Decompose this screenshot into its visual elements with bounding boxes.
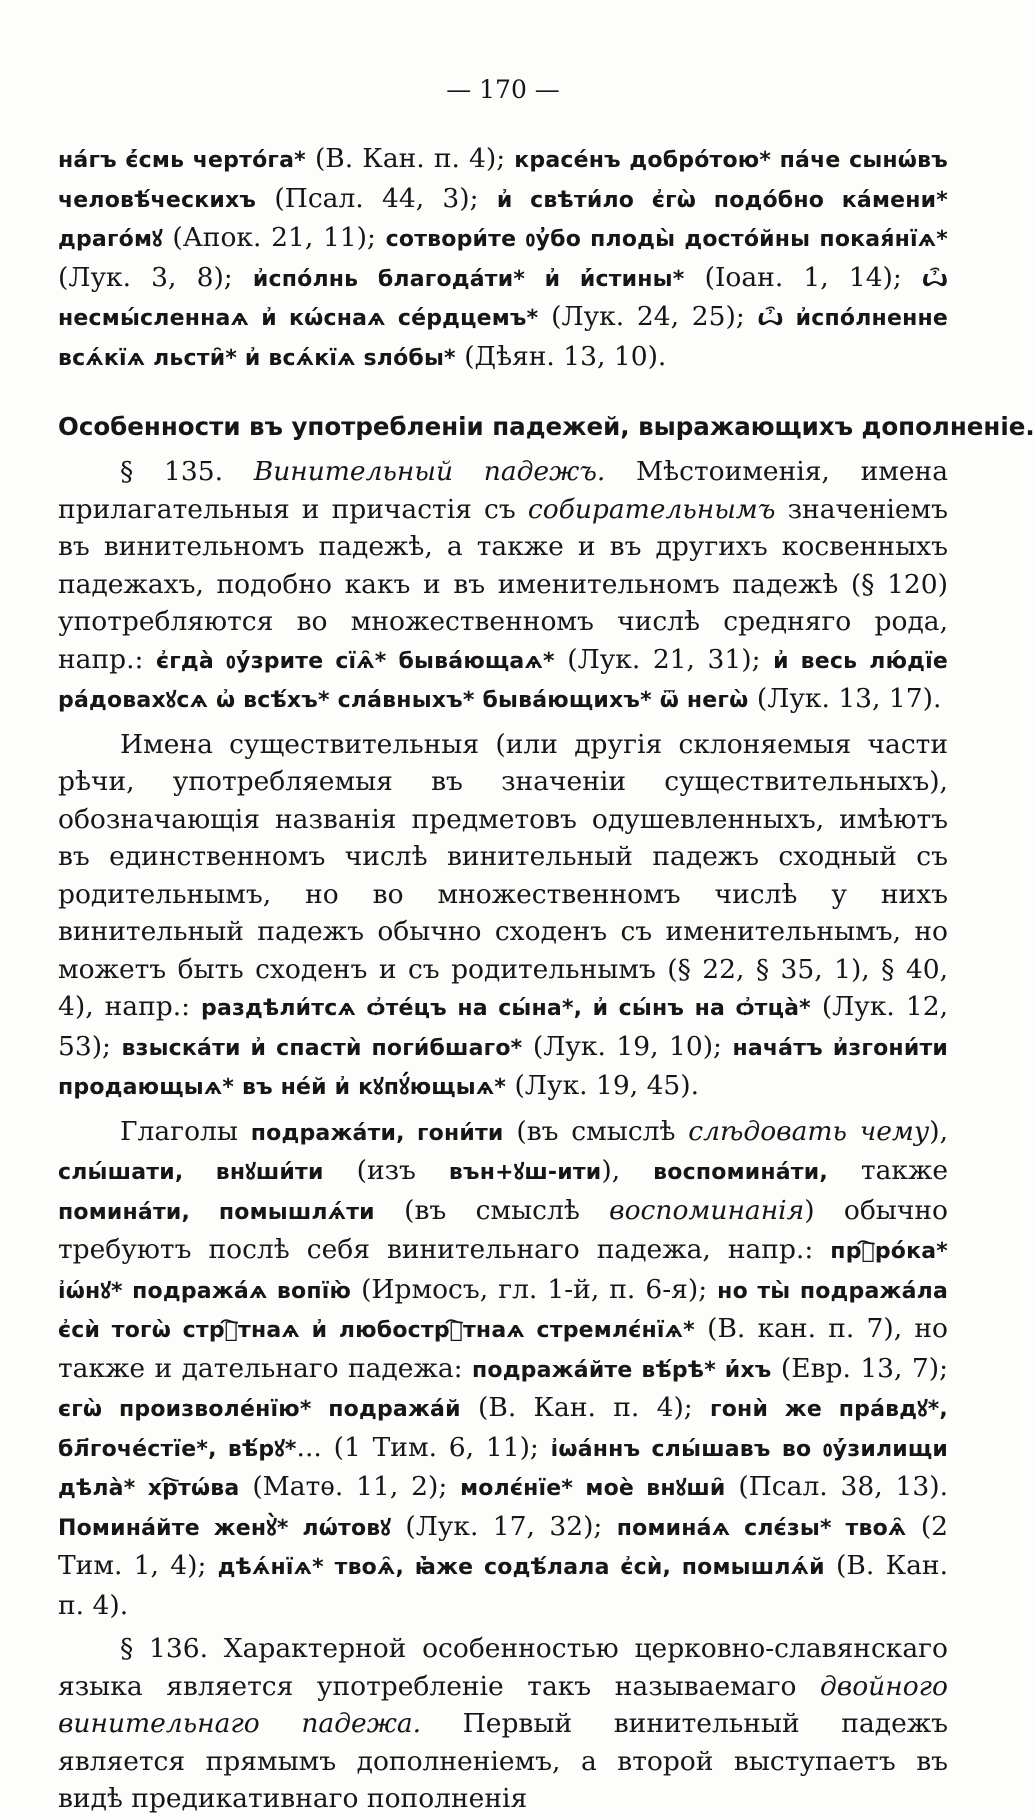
text-run: (Лук. 3, 8); [58,261,253,293]
slavonic-quote: ѽ и҆спóлненне всѧ́кїѧ льсти̑* и҆ всѧ́кїѧ ѕлóбы* [58,306,948,371]
text-run: (Дѣян. 13, 10). [455,340,667,372]
text-run: (В. Кан. п. 4); [305,143,515,174]
text-run: (Лук. 17, 32); [390,1510,617,1542]
slavonic-quote: и҆спóлнь благодáти* и҆ и҆́стины* [252,266,685,292]
text-run: ... (1 Тим. 6, 11); [296,1431,551,1463]
slavonic-quote: слы́шати, внꙋши́ти [58,1160,324,1185]
text-run: (Лук. 12, 53); [58,991,948,1062]
slavonic-quote: красе́нъ добрóтою* пáче сынѡ́въ человѣ́ческихъ [58,148,948,213]
text-run: (Лук. 24, 25); [538,301,758,332]
italic-term: двойного винительнаго падежа. [58,1670,948,1739]
paragraph-examples-continued [58,140,948,377]
text-run: Имена существительныя (или другія склоняемыя части рѣчи, употребляемыя въ значеніи существительныхъ), обозначающія названія предметовъ одушевленныхъ, имѣютъ въ единственномъ числѣ винительный падежъ сходный съ родительнымъ, но во множественномъ числѣ у нихъ винительный падежъ обычно сходенъ съ именительнымъ, но можетъ быть сходенъ и съ родительнымъ (§ 22, § 35, 1), § 40, 4), напр.: [58,728,948,1022]
slavonic-quote: гонѝ же прáвдꙋ*, бл҃гоче́стїе*, вѣ́рꙋ* [58,1397,948,1462]
text-run: (Лук. 19, 10); [522,1030,733,1062]
text-run: Глаголы [120,1115,251,1147]
text-run: § 135. [120,456,254,487]
slavonic-quote: вън+ꙋш-ити [448,1160,602,1185]
slavonic-quote: нáгъ є҆́смь чертóга* [58,148,306,173]
text-run: ), [929,1115,949,1147]
paragraph-verbs [58,1113,948,1625]
text-run: (Іоан. 1, 14); [684,261,922,293]
slavonic-quote: начáтъ и҆згони́ти продающыѧ* въ не́й и҆ кꙋпꙋ́ющыѧ* [58,1035,949,1100]
text-run: (изъ [323,1155,449,1186]
paragraph-nouns [58,726,948,1107]
slavonic-quote: єгѡ̀ произволе́нїю* подражáй [58,1397,461,1422]
slavonic-quote: подражáти, гони́ти [250,1120,504,1146]
text-run: (Лук. 21, 31); [554,643,774,675]
text-run: (В. Кан. п. 4). [58,1550,948,1621]
text-run: (Евр. 13, 7); [771,1352,949,1384]
slavonic-quote: взыскáти и҆ спастѝ поги́бшаго* [121,1035,523,1061]
slavonic-quote: дѣѧ́нїѧ* твоѧ̑, ꙗ҆̀же содѣ́лала є҆сѝ, помышлѧ́й [217,1555,825,1580]
text-run: ), [601,1155,654,1186]
book-page [58,70,1035,1814]
text-run: (Псал. 38, 13). [725,1471,949,1502]
paragraph-135 [58,453,948,720]
slavonic-quote: Помина́йте женꙋ̀* лѡ́товꙋ [58,1515,391,1541]
page-number: — 170 — [446,75,560,104]
text-run: (Ирмосъ, гл. 1-й, п. 6-я); [351,1273,718,1305]
slavonic-quote: прⷪ҇рóка* і҆ѡ́нꙋ* подражáѧ вопїю̀ [58,1239,948,1304]
text-run: (Апок. 21, 11); [162,222,386,253]
italic-term: собирательнымъ [527,493,776,525]
text-run: (В. Кан. п. 4); [460,1392,711,1423]
slavonic-quote: и҆ свѣти́ло є҆гѡ̀ подóбно кáмени* драгóмꙋ [58,187,948,252]
slavonic-quote: поминáѧ слє́зы* твоѧ̑ [616,1515,907,1541]
text-run: (въ смыслѣ [503,1115,689,1147]
slavonic-quote: раздѣли́тсѧ ѻ҆те́цъ на сы́на*, и҆ сы́нъ на ѻ҆тцà* [201,996,811,1021]
text-run: (Матѳ. 11, 2); [239,1471,461,1502]
slavonic-quote: ѽ несмы́сленнаѧ и҆ кѡ́снаѧ се́рдцемъ* [58,266,948,331]
text-run: (В. кан. п. 7), но также и дательнаго падежа: [58,1313,948,1384]
text-run: (въ смыслѣ [374,1194,610,1226]
text-run: ) обычно требуютъ послѣ себя винительнаго падежа, напр.: [58,1194,949,1265]
italic-term: слѣдовать чему [688,1115,930,1147]
slavonic-quote: подражáйте вѣ́рѣ* и҆́хъ [472,1357,772,1383]
slavonic-quote: и҆ весь лю́дїе рáдовахꙋсѧ ѡ҆ всѣ́хъ* слáвныхъ* бывáющихъ* ѿ негѡ̀ [58,648,948,713]
slavonic-quote: поминáти, помышлѧ́ти [58,1199,375,1225]
text-run: Первый винительный падежъ является прямымъ дополненіемъ, а второй выступаетъ въ видѣ предикативнаго пополненія [58,1708,948,1814]
italic-term: воспоминанія [609,1194,805,1226]
slavonic-quote: но ты̀ подражáла є҆сѝ тогѡ̀ стрⷭ҇тнаѧ и҆ любострⷭ҇тнаѧ стремлє́нїѧ* [58,1278,948,1343]
slavonic-quote: воспоминáти, [653,1160,828,1185]
text-run: (Лук. 19, 45). [506,1070,700,1101]
slavonic-quote: є҆гдà ᲂу҆́зрите сїѧ̑* бывáющаѧ* [156,648,555,674]
text-run: значеніемъ въ винительномъ падежѣ, а также и въ другихъ косвенныхъ падежахъ, подобно какъ и въ именительномъ падежѣ (§ 120) употребляются во множественномъ числѣ средняго рода, напр.: [58,493,948,675]
slavonic-quote: молє́нїе* моѐ внꙋши̑ [460,1476,726,1501]
paragraph-136 [58,1630,948,1818]
section-heading: Особенности въ употребленіи падежей, выражающихъ дополненіе. [58,412,1035,441]
slavonic-quote: сотвори́те ᲂу҆̓бо плоды̀ достóйны покая́нїѧ* [385,227,948,252]
text-run: § 136. Характерной особенностью церковно-славянскаго языка является употребленіе такъ называемаго [58,1633,948,1702]
slavonic-quote: і҆ѡа́ннъ слы́шавъ во ᲂу҆́зилищи дѣлà* хр҇тѡ́ва [58,1436,949,1501]
text-run: (Псал. 44, 3); [256,182,497,214]
text-run: (Лук. 13, 17). [748,683,942,714]
text-run: (2 Тим. 1, 4); [58,1510,949,1581]
italic-term: Винительный падежъ. [253,456,606,487]
text-run: также [827,1155,949,1186]
text-run: Мѣстоименія, имена прилагательныя и причастія съ [58,456,949,525]
